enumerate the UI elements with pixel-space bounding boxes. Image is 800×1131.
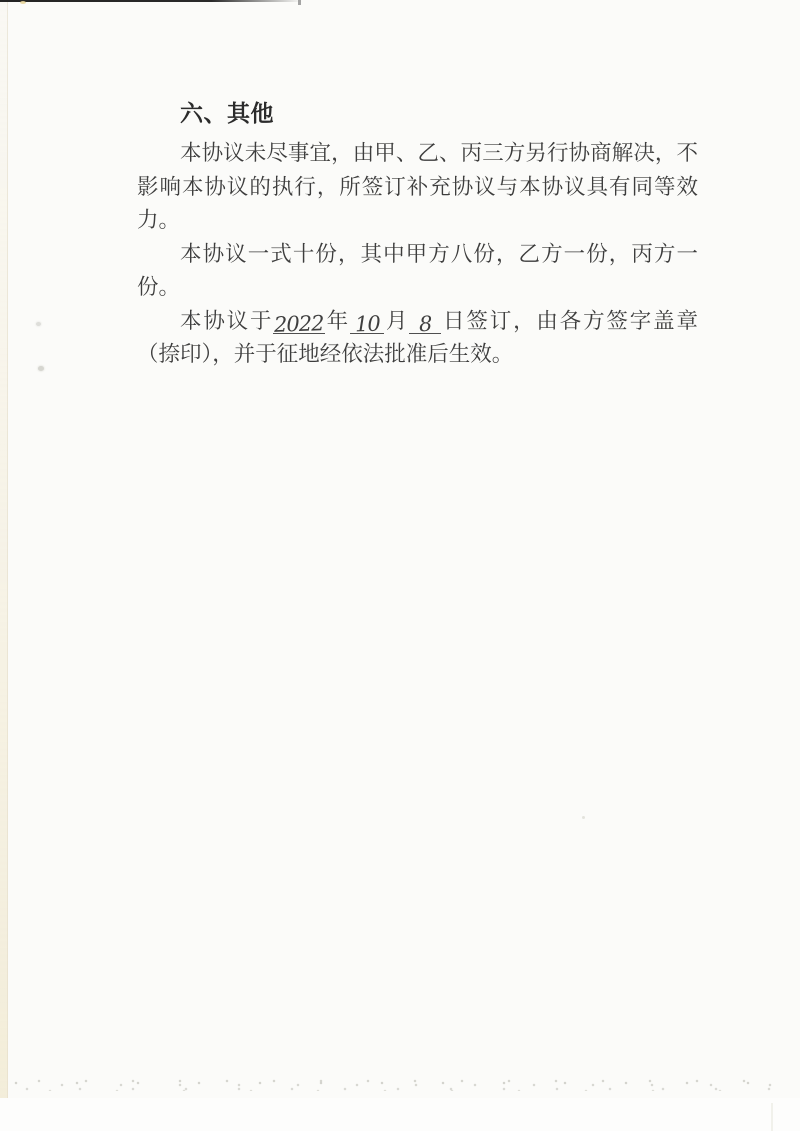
paragraph-copies-text: 本协议一式十份，其中甲方八份，乙方一份，丙方一份。 [137, 241, 698, 299]
handwritten-year: 2022 [274, 310, 325, 337]
date-suffix-text: 签订，由各方签字盖章（捺印），并于征地经依法批准后生效。 [137, 308, 698, 366]
year-blank-underline [273, 310, 325, 337]
scan-artifact-speck [20, 1, 26, 4]
scan-noise-band [10, 1076, 772, 1098]
day-blank-underline [409, 313, 441, 334]
scan-artifact-top-line [0, 0, 302, 2]
month-blank-underline [350, 313, 384, 334]
scan-artifact-tick [298, 0, 301, 5]
paragraph-signing-date [137, 305, 698, 372]
document-body [137, 97, 698, 372]
day-unit-text: 日 [441, 308, 467, 333]
paragraph-copies [137, 238, 698, 305]
paper-speck [38, 366, 44, 371]
paragraph-misc-terms-text: 本协议未尽事宜，由甲、乙、丙三方另行协商解决，不影响本协议的执行，所签订补充协议与本协议具有同等效力。 [137, 141, 698, 232]
scan-artifact-line [771, 1103, 773, 1131]
section-heading: 六、其他 [180, 100, 274, 126]
handwritten-day: 8 [418, 311, 432, 336]
paper-speck [582, 816, 585, 819]
handwritten-month: 10 [354, 311, 380, 336]
paragraph-misc-terms [137, 137, 698, 238]
date-prefix-text: 本协议于 [180, 308, 274, 333]
page-left-edge-shadow [0, 0, 8, 1131]
year-unit-text: 年 [324, 308, 351, 333]
month-unit-text: 月 [384, 308, 410, 333]
scan-bottom-margin [0, 1098, 800, 1131]
paper-speck [36, 322, 41, 326]
